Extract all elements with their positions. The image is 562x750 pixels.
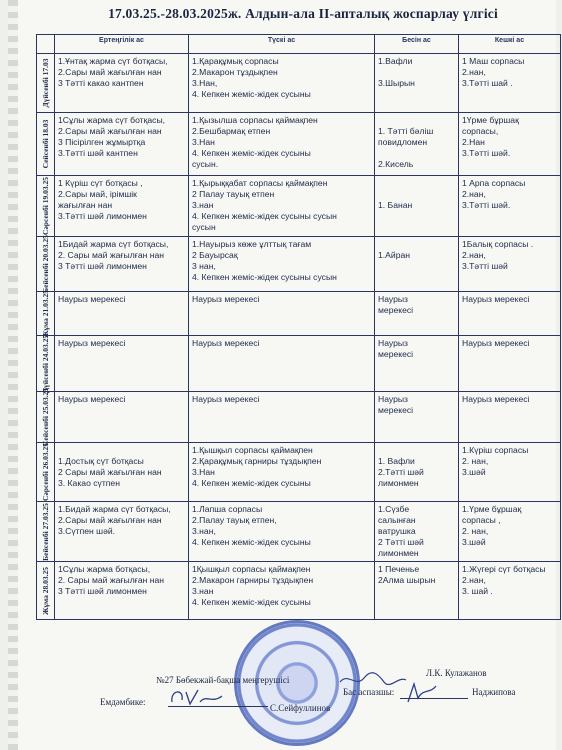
menu-item: 3.Тәтті шәй кантпен xyxy=(58,148,138,158)
menu-item: 3.Нан, xyxy=(192,78,218,88)
menu-row xyxy=(37,392,561,443)
menu-item: 1Қышқыл сорпасы қаймақпен xyxy=(192,564,311,574)
breakfast-cell xyxy=(55,176,189,237)
menu-item: 1 Арпа сорпасы xyxy=(462,178,526,188)
page-title: 17.03.25.-28.03.2025ж. Алдын-ала ІІ-апталық жоспарлау үлгісі xyxy=(108,6,498,21)
dinner-cell xyxy=(459,237,561,292)
lunch-cell xyxy=(189,392,375,443)
menu-item xyxy=(378,115,455,126)
menu-item: жағылған нан xyxy=(58,200,113,210)
day-cell xyxy=(37,54,55,113)
snack-cell xyxy=(375,336,459,392)
menu-item: 4. Кепкен жеміс-жідек сусыны сусын xyxy=(192,211,337,221)
menu-item: Наурыз мерекесі xyxy=(58,338,126,348)
breakfast-cell xyxy=(55,443,189,502)
menu-item: Наурыз мерекесі xyxy=(192,294,260,304)
director-label: №27 Бөбекжай-бақша меңгерушісі xyxy=(156,675,290,685)
day-label: Сәрсенбі 19.03.25 xyxy=(40,177,50,235)
menu-item: 1Бидай жарма сүт ботқасы, xyxy=(58,239,169,249)
cook-label: Бас аспазшы: xyxy=(343,687,395,697)
menu-item: 2.нан, xyxy=(462,250,486,260)
lunch-cell xyxy=(189,443,375,502)
menu-item: 2.Нан xyxy=(462,137,485,147)
menu-item: 4. Кепкен жеміс-жідек сусыны xyxy=(192,537,311,547)
menu-item: 1Сұлы жарма ботқасы, xyxy=(58,564,151,574)
menu-item: 4. Кепкен жеміс-жідек сусыны xyxy=(192,597,311,607)
lunch-cell xyxy=(189,54,375,113)
menu-item: 1.Айран xyxy=(378,250,411,260)
day-cell xyxy=(37,502,55,562)
breakfast-cell xyxy=(55,54,189,113)
menu-item: 3.Тәтті шәй. xyxy=(462,200,511,210)
snack-cell xyxy=(375,176,459,237)
nurse-sign-line xyxy=(168,706,268,707)
menu-item: лимонмен xyxy=(378,548,419,558)
menu-item: Наурыз xyxy=(378,394,408,404)
menu-item: 2.Макарон тұздықпен xyxy=(192,67,278,77)
menu-item: сусын xyxy=(192,222,216,232)
dinner-cell xyxy=(459,392,561,443)
snack-cell xyxy=(375,292,459,336)
day-label: Сейсенбі 18.03 xyxy=(40,119,50,169)
lunch-cell xyxy=(189,237,375,292)
snack-cell xyxy=(375,54,459,113)
menu-item: 1.Бидай жарма сүт ботқасы, xyxy=(58,504,171,514)
menu-item xyxy=(378,189,455,200)
menu-item: 1 Маш сорпасы xyxy=(462,56,525,66)
lunch-cell xyxy=(189,292,375,336)
menu-item: 2.Сары май жағылған нан xyxy=(58,126,162,136)
cook-name: Наджипова xyxy=(472,687,516,697)
menu-item: 3 Тәтті шәй лимонмен xyxy=(58,261,147,271)
lunch-cell xyxy=(189,502,375,562)
menu-item: ватрушка xyxy=(378,526,416,536)
cook-signature xyxy=(400,680,440,706)
snack-cell xyxy=(375,562,459,620)
menu-item: 1.Лапша сорпасы xyxy=(192,504,263,514)
menu-item: 1 Күріш сүт ботқасы , xyxy=(58,178,143,188)
header-snack: Бесін ас xyxy=(375,35,459,54)
menu-item: 1.Үрме бұршақ xyxy=(462,504,522,514)
day-cell xyxy=(37,387,55,447)
dinner-cell xyxy=(459,502,561,562)
menu-item: 3.Тәтті шәй лимонмен xyxy=(58,211,147,221)
menu-item: 1 Печенье xyxy=(378,564,420,574)
menu-item: 2 Бауырсақ xyxy=(192,250,238,260)
menu-item: 1Сұлы жарма сүт ботқасы, xyxy=(58,115,166,125)
menu-item: 2.Макарон гарниры тұздықпен xyxy=(192,575,314,585)
menu-item: 1.Күріш сорпасы xyxy=(462,445,529,455)
day-label: Бейсенбі 20.03.25 xyxy=(40,235,50,293)
menu-item: 3.Тәтті шәй. xyxy=(462,148,511,158)
menu-item: 2.нан, xyxy=(462,189,486,199)
menu-item: лимонмен xyxy=(378,478,419,488)
breakfast-cell xyxy=(55,392,189,443)
menu-row xyxy=(37,176,561,237)
menu-item: 1.Сүзбе xyxy=(378,504,410,514)
menu-row xyxy=(37,237,561,292)
header-dinner: Кешкі ас xyxy=(459,35,561,54)
menu-row xyxy=(37,443,561,502)
menu-item: 2 Сары май жағылған нан xyxy=(58,467,162,477)
menu-item: Наурыз мерекесі xyxy=(192,394,260,404)
menu-item: 1.Ұнтақ жарма сүт ботқасы, xyxy=(58,56,168,66)
menu-row xyxy=(37,113,561,176)
snack-cell xyxy=(375,502,459,562)
menu-item: Наурыз мерекесі xyxy=(462,394,530,404)
menu-row xyxy=(37,502,561,562)
menu-item: Наурыз мерекесі xyxy=(58,294,126,304)
menu-item: 3.Нан xyxy=(192,137,215,147)
day-label: Бейсенбі 27.03.25 xyxy=(40,502,50,561)
dinner-cell xyxy=(459,336,561,392)
breakfast-cell xyxy=(55,113,189,176)
menu-item: 3.нан xyxy=(192,586,214,596)
dinner-cell xyxy=(459,562,561,620)
dinner-cell xyxy=(459,176,561,237)
menu-item: Наурыз мерекесі xyxy=(192,338,260,348)
day-cell xyxy=(37,562,55,620)
dinner-cell xyxy=(459,54,561,113)
menu-item: 3 Пісірілген жұмыртқа xyxy=(58,137,146,147)
day-cell xyxy=(37,443,55,502)
menu-item: 3.нан, xyxy=(192,526,216,536)
day-cell xyxy=(37,237,55,292)
snack-cell xyxy=(375,113,459,176)
lunch-cell xyxy=(189,562,375,620)
menu-item: мерекесі xyxy=(378,305,414,315)
menu-item: повидломен xyxy=(378,137,428,147)
menu-row xyxy=(37,292,561,336)
menu-item: 2.нан, xyxy=(462,575,486,585)
menu-item: 2.Бешбармақ етпен xyxy=(192,126,271,136)
menu-item: 3.нан xyxy=(192,200,214,210)
menu-table xyxy=(36,34,561,620)
menu-item: Наурыз мерекесі xyxy=(58,394,126,404)
day-label: Дүйсенбі 24.03.25 xyxy=(40,334,50,393)
day-label: Жұма 21.03.25 xyxy=(40,289,50,338)
menu-item: 3.Шырын xyxy=(378,78,415,88)
table-header-row xyxy=(37,35,561,54)
menu-item: 1.Қырыққабат сорпасы қаймақпен xyxy=(192,178,328,188)
menu-item: 4. Кепкен жеміс-жідек сусыны xyxy=(192,89,311,99)
menu-item: 3.шәй xyxy=(462,467,486,477)
day-cell xyxy=(37,336,55,392)
menu-item: 2 Палау тауық етпен xyxy=(192,189,275,199)
menu-item: 1.Достық сүт ботқасы xyxy=(58,456,144,466)
menu-item: 2. нан, xyxy=(462,456,489,466)
menu-item: Наурыз xyxy=(378,338,408,348)
menu-item xyxy=(378,445,455,456)
menu-item: 3. Какао сүтпен xyxy=(58,478,120,488)
menu-item: 2.Тәтті шәй xyxy=(378,467,424,477)
header-lunch: Түскі ас xyxy=(189,35,375,54)
menu-row xyxy=(37,54,561,113)
menu-item: мерекесі xyxy=(378,349,414,359)
menu-item xyxy=(378,178,455,189)
menu-item: 2.Қарақұмық гарниры тұздықпен xyxy=(192,456,322,466)
menu-item: сорпасы, xyxy=(462,126,499,136)
menu-item xyxy=(378,148,455,159)
menu-item: 3.Тәтті шай . xyxy=(462,78,513,88)
document-page xyxy=(8,0,556,750)
day-label: Сейсенбі 25.03.25 xyxy=(40,387,50,447)
menu-item: 1Балық сорпасы . xyxy=(462,239,534,249)
menu-item xyxy=(58,445,185,456)
menu-item: 1.Қарақұмық сорпасы xyxy=(192,56,279,66)
lunch-cell xyxy=(189,336,375,392)
menu-item: 3.Тәтті шәй xyxy=(462,261,508,271)
menu-item: 1. Вафли xyxy=(378,456,415,466)
menu-item: Наурыз мерекесі xyxy=(462,294,530,304)
menu-item: 2.Кисель xyxy=(378,159,414,169)
menu-item: 4. Кепкен жеміс-жідек сусыны xyxy=(192,148,311,158)
menu-item: 2.Палау тауық етпен, xyxy=(192,515,277,525)
menu-item: 3 Тәтті шәй лимонмен xyxy=(58,586,147,596)
menu-item: 1Үрме бұршақ xyxy=(462,115,519,125)
nurse-label: Емдәмбике: xyxy=(100,697,146,707)
menu-item: 3.шәй xyxy=(462,537,486,547)
menu-item: 2 Тәтті шәй xyxy=(378,537,424,547)
menu-item: 4. Кепкен жеміс-жідек сусыны xyxy=(192,478,311,488)
menu-item: 1.Қызылша сорпасы қаймақпен xyxy=(192,115,318,125)
snack-cell xyxy=(375,392,459,443)
day-cell xyxy=(37,113,55,176)
snack-cell xyxy=(375,237,459,292)
breakfast-cell xyxy=(55,237,189,292)
ring-binding xyxy=(8,0,18,750)
menu-item xyxy=(378,239,455,250)
day-label: Жұма 28.03.25 xyxy=(40,566,50,615)
menu-item: 1. Тәтті бәліш xyxy=(378,126,434,136)
day-label: Дүйсенбі 17.03 xyxy=(40,58,50,108)
day-cell xyxy=(37,176,55,237)
header-breakfast: Ертеңгілік ас xyxy=(55,35,189,54)
menu-item: 3.Сүтпен шәй. xyxy=(58,526,116,536)
menu-item: 3 Тәтті какао кантпен xyxy=(58,78,144,88)
breakfast-cell xyxy=(55,292,189,336)
menu-item: Наурыз мерекесі xyxy=(462,338,530,348)
menu-item xyxy=(378,67,455,78)
breakfast-cell xyxy=(55,562,189,620)
menu-item: 2Алма шырын xyxy=(378,575,436,585)
director-name: Л.К. Кулажанов xyxy=(426,668,487,678)
lunch-cell xyxy=(189,176,375,237)
menu-item: 3 нан, xyxy=(192,261,216,271)
snack-cell xyxy=(375,443,459,502)
menu-item: 2.нан, xyxy=(462,67,486,77)
menu-item: мерекесі xyxy=(378,405,414,415)
cook-sign-line xyxy=(400,698,468,699)
menu-item: Наурыз xyxy=(378,294,408,304)
menu-item: 1.Қышқыл сорпасы қаймақпен xyxy=(192,445,313,455)
menu-item: 2.Сары май жағылған нан xyxy=(58,67,162,77)
menu-item: 2. Сары май жағылған нан xyxy=(58,575,165,585)
menu-item: 1. Банан xyxy=(378,200,413,210)
menu-item: 1.Вафли xyxy=(378,56,413,66)
breakfast-cell xyxy=(55,502,189,562)
menu-item: сорпасы , xyxy=(462,515,501,525)
menu-item: 2. нан, xyxy=(462,526,489,536)
dinner-cell xyxy=(459,113,561,176)
menu-item: 2. Сары май жағылған нан xyxy=(58,250,165,260)
menu-item: 1.Науырыз көже ұлттық тағам xyxy=(192,239,312,249)
menu-item: 2.Сары май, ірімшік xyxy=(58,189,137,199)
menu-item: сусын. xyxy=(192,159,219,169)
menu-item: 1.Жүгері сүт ботқасы xyxy=(462,564,546,574)
lunch-cell xyxy=(189,113,375,176)
menu-item: салынған xyxy=(378,515,416,525)
day-label: Сәрсенбі 26.03.25 xyxy=(40,443,50,501)
menu-item: 2.Сары май жағылған нан xyxy=(58,515,162,525)
menu-row xyxy=(37,336,561,392)
menu-item: 3.Нан xyxy=(192,467,215,477)
corner-cell xyxy=(37,35,55,54)
breakfast-cell xyxy=(55,336,189,392)
dinner-cell xyxy=(459,443,561,502)
menu-row xyxy=(37,562,561,620)
stamp-caption: С.Сейфуллинов xyxy=(270,703,331,713)
dinner-cell xyxy=(459,292,561,336)
day-cell xyxy=(37,289,55,338)
menu-item: 3. шай . xyxy=(462,586,493,596)
menu-item: 4. Кепкен жеміс-жідек сусыны сусын xyxy=(192,272,337,282)
